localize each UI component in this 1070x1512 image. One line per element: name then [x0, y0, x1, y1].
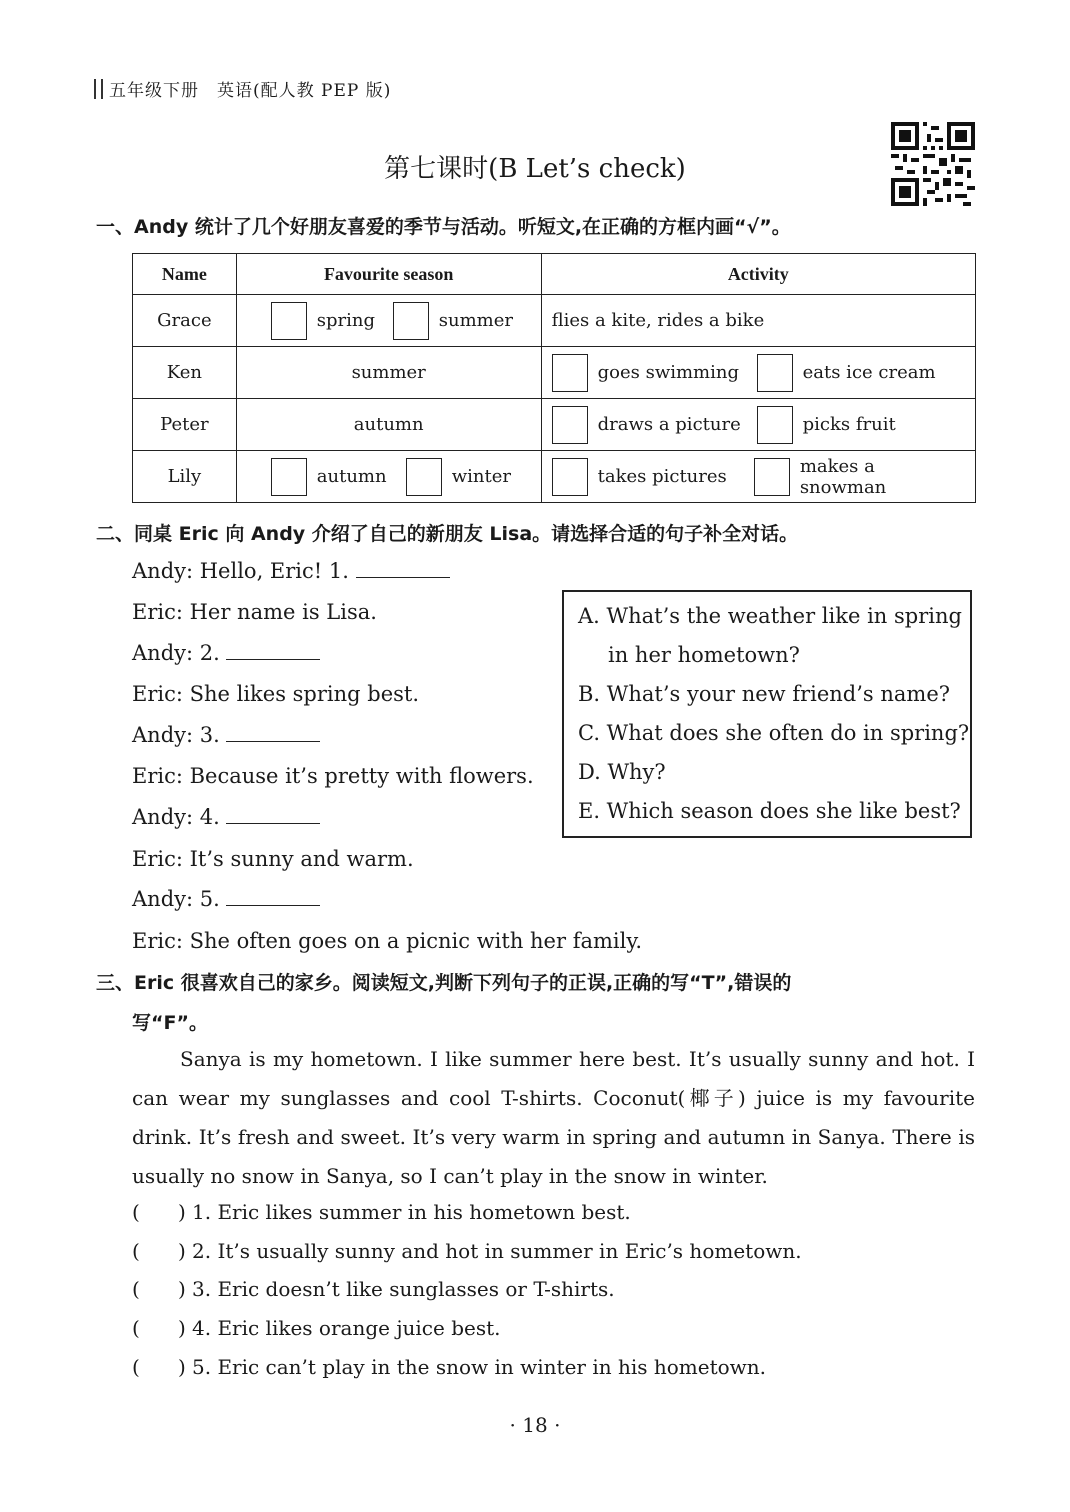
- activity-cell: [541, 347, 975, 399]
- statement-row: ( ) 2. It’s usually sunny and hot in summer in Eric’s hometown.: [132, 1239, 802, 1263]
- checkbox[interactable]: [552, 354, 588, 392]
- checkbox[interactable]: [754, 458, 790, 496]
- header-bar-icon: [94, 79, 103, 99]
- statement-row: ( ) 1. Eric likes summer in his hometown best.: [132, 1200, 631, 1224]
- table-row: [133, 451, 976, 503]
- option-label: picks fruit: [802, 414, 896, 435]
- answer-parens[interactable]: ( ): [132, 1355, 186, 1379]
- activity-cell: flies a kite, rides a bike: [541, 295, 975, 347]
- section2-heading: 二、同桌 Eric 向 Andy 介绍了自己的新朋友 Lisa。请选择合适的句子补全对话。: [96, 523, 799, 545]
- section3-heading-cont: 写“F”。: [132, 1012, 208, 1034]
- season-cell: [236, 295, 541, 347]
- dialogue-line: Andy: 4.: [132, 805, 320, 829]
- dialogue-line: Eric: It’s sunny and warm.: [132, 847, 414, 871]
- dialogue-line: Andy: Hello, Eric! 1.: [132, 559, 450, 583]
- option-item: E. Which season does she like best?: [578, 799, 961, 823]
- reading-passage: Sanya is my hometown. I like summer here best. It’s usually sunny and hot. I can wear my sunglasses and cool T-shirts. Coconut(椰子) juice is my favourite drink. It’s fresh and sweet. It’s very warm in spring and autumn in Sanya. There is usually no snow in Sanya, so I can’t play in the snow in winter.: [132, 1047, 975, 1188]
- option-item: A. What’s the weather like in spring: [578, 604, 962, 628]
- option-label: makes a snowman: [799, 455, 887, 498]
- option-label: winter: [451, 466, 512, 487]
- statement-row: ( ) 3. Eric doesn’t like sunglasses or T-shirts.: [132, 1277, 615, 1301]
- option-label: autumn: [316, 466, 387, 487]
- page-number: · 18 ·: [509, 1413, 561, 1437]
- option-item: B. What’s your new friend’s name?: [578, 682, 951, 706]
- row-name: Ken: [133, 347, 237, 399]
- option-item: C. What does she often do in spring?: [578, 721, 970, 745]
- dialogue-line: Eric: She likes spring best.: [132, 682, 420, 706]
- answer-parens[interactable]: ( ): [132, 1200, 186, 1224]
- dialogue-line: Andy: 5.: [132, 887, 320, 911]
- answer-blank[interactable]: [226, 887, 320, 906]
- table-header-row: [133, 254, 976, 295]
- option-label: goes swimming: [597, 362, 739, 383]
- checkbox[interactable]: [393, 302, 429, 340]
- dialogue-line: Eric: She often goes on a picnic with her family.: [132, 929, 643, 953]
- answer-blank[interactable]: [226, 805, 320, 824]
- checkbox[interactable]: [757, 354, 793, 392]
- dialogue-line: Eric: Because it’s pretty with flowers.: [132, 764, 534, 788]
- column-header: Activity: [541, 254, 975, 295]
- answer-blank[interactable]: [226, 723, 320, 742]
- checkbox[interactable]: [406, 458, 442, 496]
- page-title: 第七课时(B Let’s check): [384, 154, 686, 184]
- checkbox[interactable]: [552, 458, 588, 496]
- option-label: spring: [316, 310, 376, 331]
- dialogue-line: Andy: 3.: [132, 723, 320, 747]
- checkbox[interactable]: [552, 406, 588, 444]
- option-label: summer: [438, 310, 513, 331]
- table-row: [133, 295, 976, 347]
- dialogue-line: Eric: Her name is Lisa.: [132, 600, 377, 624]
- activity-cell: [541, 451, 975, 503]
- option-item: in her hometown?: [608, 643, 800, 667]
- options-box: [562, 590, 972, 838]
- book-label: 五年级下册 英语(配人教 PEP 版): [109, 81, 392, 101]
- answer-blank[interactable]: [226, 641, 320, 660]
- table-row: [133, 347, 976, 399]
- section3-heading: 三、Eric 很喜欢自己的家乡。阅读短文,判断下列句子的正误,正确的写“T”,错误的: [96, 972, 792, 994]
- section1-heading: 一、Andy 统计了几个好朋友喜爱的季节与活动。听短文,在正确的方框内画“√”。: [96, 216, 791, 238]
- answer-parens[interactable]: ( ): [132, 1239, 186, 1263]
- row-name: Lily: [133, 451, 237, 503]
- statement-row: ( ) 5. Eric can’t play in the snow in winter in his hometown.: [132, 1355, 767, 1379]
- column-header: Name: [133, 254, 237, 295]
- option-label: eats ice cream: [802, 362, 936, 383]
- season-cell: summer: [236, 347, 541, 399]
- statement-row: ( ) 4. Eric likes orange juice best.: [132, 1316, 501, 1340]
- qr-code-icon[interactable]: [891, 122, 975, 206]
- column-header: Favourite season: [236, 254, 541, 295]
- row-name: Grace: [133, 295, 237, 347]
- season-cell: autumn: [236, 399, 541, 451]
- answer-parens[interactable]: ( ): [132, 1316, 186, 1340]
- option-label: takes pictures: [597, 466, 727, 487]
- book-header: [94, 76, 391, 101]
- checkbox[interactable]: [757, 406, 793, 444]
- table-row: [133, 399, 976, 451]
- answer-parens[interactable]: ( ): [132, 1277, 186, 1301]
- answer-blank[interactable]: [356, 559, 450, 578]
- activity-cell: [541, 399, 975, 451]
- option-item: D. Why?: [578, 760, 666, 784]
- season-cell: [236, 451, 541, 503]
- favourite-season-table: [132, 253, 976, 503]
- row-name: Peter: [133, 399, 237, 451]
- checkbox[interactable]: [271, 302, 307, 340]
- option-label: draws a picture: [597, 414, 741, 435]
- dialogue-line: Andy: 2.: [132, 641, 320, 665]
- checkbox[interactable]: [271, 458, 307, 496]
